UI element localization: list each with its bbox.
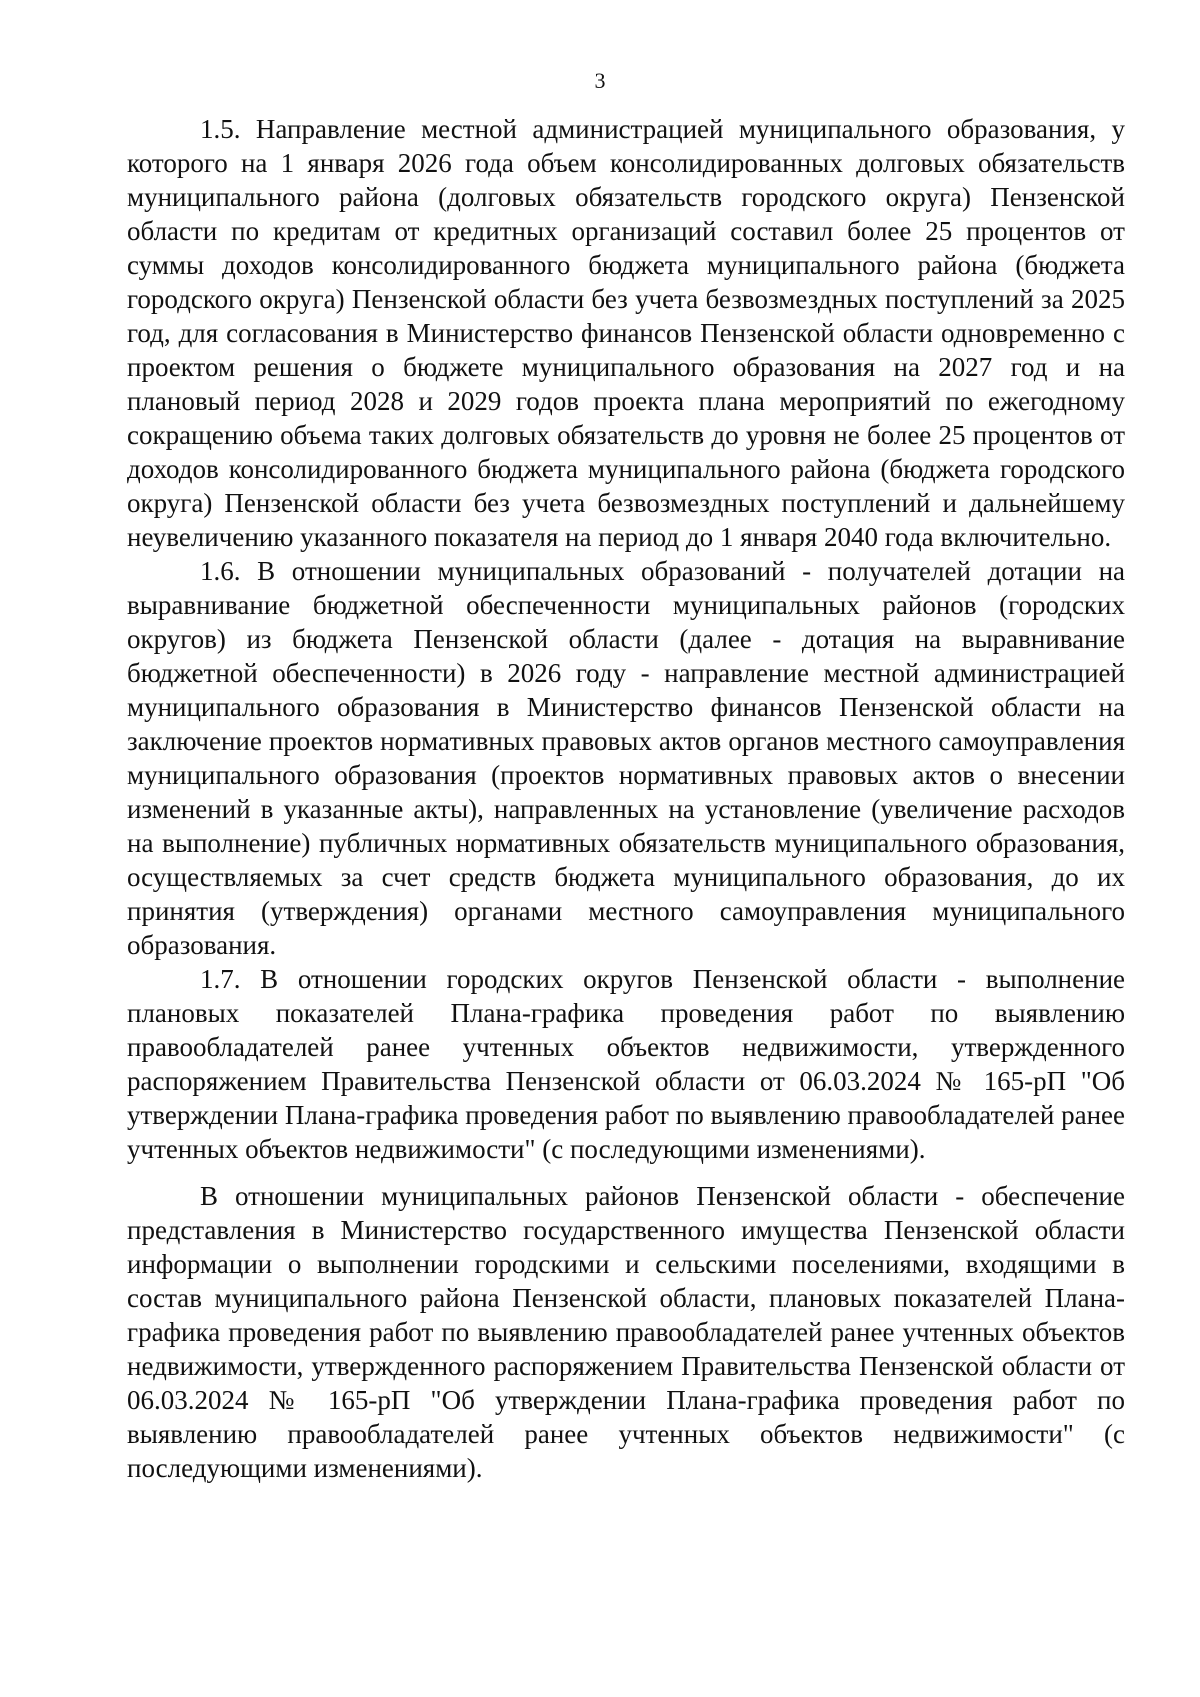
paragraph-municipal-districts: В отношении муниципальных районов Пензенской области - обеспечение представления в Министерство государственного имущества Пензенской области информации о выполнении городскими и сельскими поселениями, входящими в состав муниципального района Пензенской области, плановых показателей Плана-графика проведения работ по выявлению правообладателей ранее учтенных объектов недвижимости, утвержденного распоряжением Правительства Пензенской области от 06.03.2024 № 165-рП "Об утверждении Плана-графика проведения работ по выявлению правообладателей ранее учтенных объектов недвижимости" (с последующими изменениями). bbox=[127, 1181, 1125, 1483]
paragraph-1-5: 1.5. Направление местной администрацией муниципального образования, у которого на 1 января 2026 года объем консолидированных долговых обязательств муниципального района (долговых обязательств городского округа) Пензенской области по кредитам от кредитных организаций составил более 25 процентов от суммы доходов консолидированного бюджета муниципального района (бюджета городского округа) Пензенской области без учета безвозмездных поступлений за 2025 год, для согласования в Министерство финансов Пензенской области одновременно с проектом решения о бюджете муниципального образования на 2027 год и на плановый период 2028 и 2029 годов проекта плана мероприятий по ежегодному сокращению объема таких долговых обязательств до уровня не более 25 процентов от доходов консолидированного бюджета муниципального района (бюджета городского округа) Пензенской области без учета безвозмездных поступлений и дальнейшему неувеличению указанного показателя на период до 1 января 2040 года включительно. bbox=[127, 114, 1125, 552]
paragraph-1-6: 1.6. В отношении муниципальных образований - получателей дотации на выравнивание бюджетной обеспеченности муниципальных районов (городских округов) из бюджета Пензенской области (далее - дотация на выравнивание бюджетной обеспеченности) в 2026 году - направление местной администрацией муниципального образования в Министерство финансов Пензенской области на заключение проектов нормативных правовых актов органов местного самоуправления муниципального образования (проектов нормативных правовых актов о внесении изменений в указанные акты), направленных на установление (увеличение расходов на выполнение) публичных нормативных обязательств муниципального образования, осуществляемых за счет средств бюджета муниципального образования, до их принятия (утверждения) органами местного самоуправления муниципального образования. bbox=[127, 556, 1125, 960]
document-body bbox=[127, 112, 1125, 1485]
paragraph-1-7: 1.7. В отношении городских округов Пензенской области - выполнение плановых показателей Плана-графика проведения работ по выявлению правообладателей ранее учтенных объектов недвижимости, утвержденного распоряжением Правительства Пензенской области от 06.03.2024 № 165-рП "Об утверждении Плана-графика проведения работ по выявлению правообладателей ранее учтенных объектов недвижимости" (с последующими изменениями). bbox=[127, 964, 1125, 1164]
page-number: 3 bbox=[594, 68, 606, 93]
